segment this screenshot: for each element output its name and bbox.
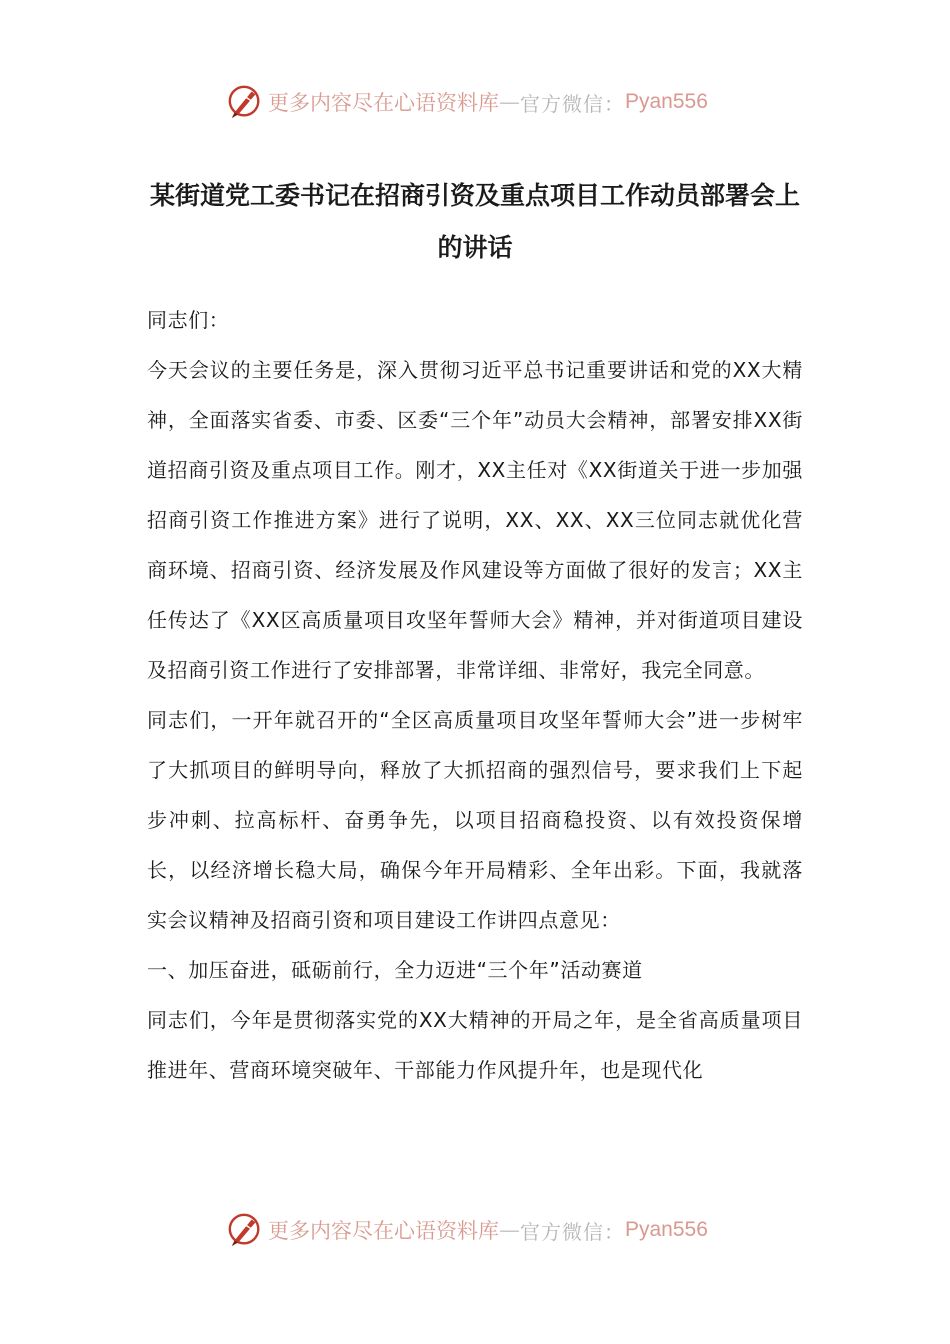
- watermark-wechat-id: Pyan556: [625, 1218, 708, 1241]
- paragraph-3: 同志们，今年是贯彻落实党的XX大精神的开局之年，是全省高质量项目推进年、营商环境突破年、干部能力作风提升年，也是现代化: [147, 1008, 803, 1082]
- watermark-separator: —: [499, 1218, 520, 1242]
- paragraph-2: 同志们，一开年就召开的“全区高质量项目攻坚年誓师大会”进一步树牢了大抓项目的鲜明导向，释放了大抓招商的强烈信号，要求我们上下起步冲刺、拉高标杆、奋勇争先，以项目招商稳投资、以有效投资保增长，以经济增长稳大局，确保今年开局精彩、全年出彩。下面，我就落实会议精神及招商引资和项目建设工作讲四点意见：: [147, 708, 803, 932]
- watermark-banner-top: [226, 82, 708, 122]
- watermark-wechat-label: 官方微信：: [520, 91, 625, 116]
- section-heading-1: 一、加压奋进，砥砺前行，全力迈进“三个年”活动赛道: [147, 958, 643, 982]
- watermark-site-text: 更多内容尽在心语资料库: [268, 1219, 499, 1243]
- paragraph-1: 今天会议的主要任务是，深入贯彻习近平总书记重要讲话和党的XX大精神，全面落实省委、市委、区委“三个年”动员大会精神，部署安排XX街道招商引资及重点项目工作。刚才，XX主任对《XX街道关于进一步加强招商引资工作推进方案》进行了说明，XX、XX、XX三位同志就优化营商环境、招商引资、经济发展及作风建设等方面做了很好的发言；XX主任传达了《XX区高质量项目攻坚年誓师大会》精神，并对街道项目建设及招商引资工作进行了安排部署，非常详细、非常好，我完全同意。: [147, 358, 803, 682]
- paragraph-salutation: 同志们：: [147, 308, 230, 332]
- watermark-wechat-label: 官方微信：: [520, 1219, 625, 1244]
- watermark-site-text: 更多内容尽在心语资料库: [268, 91, 499, 115]
- watermark-wechat-id: Pyan556: [625, 90, 708, 113]
- document-body: [147, 295, 803, 1095]
- pen-logo-icon: [226, 1211, 264, 1249]
- watermark-banner-bottom: [226, 1210, 708, 1250]
- watermark-separator: —: [499, 90, 520, 114]
- pen-logo-icon: [226, 83, 264, 121]
- document-title: 某街道党工委书记在招商引资及重点项目工作动员部署会上的讲话: [149, 181, 800, 262]
